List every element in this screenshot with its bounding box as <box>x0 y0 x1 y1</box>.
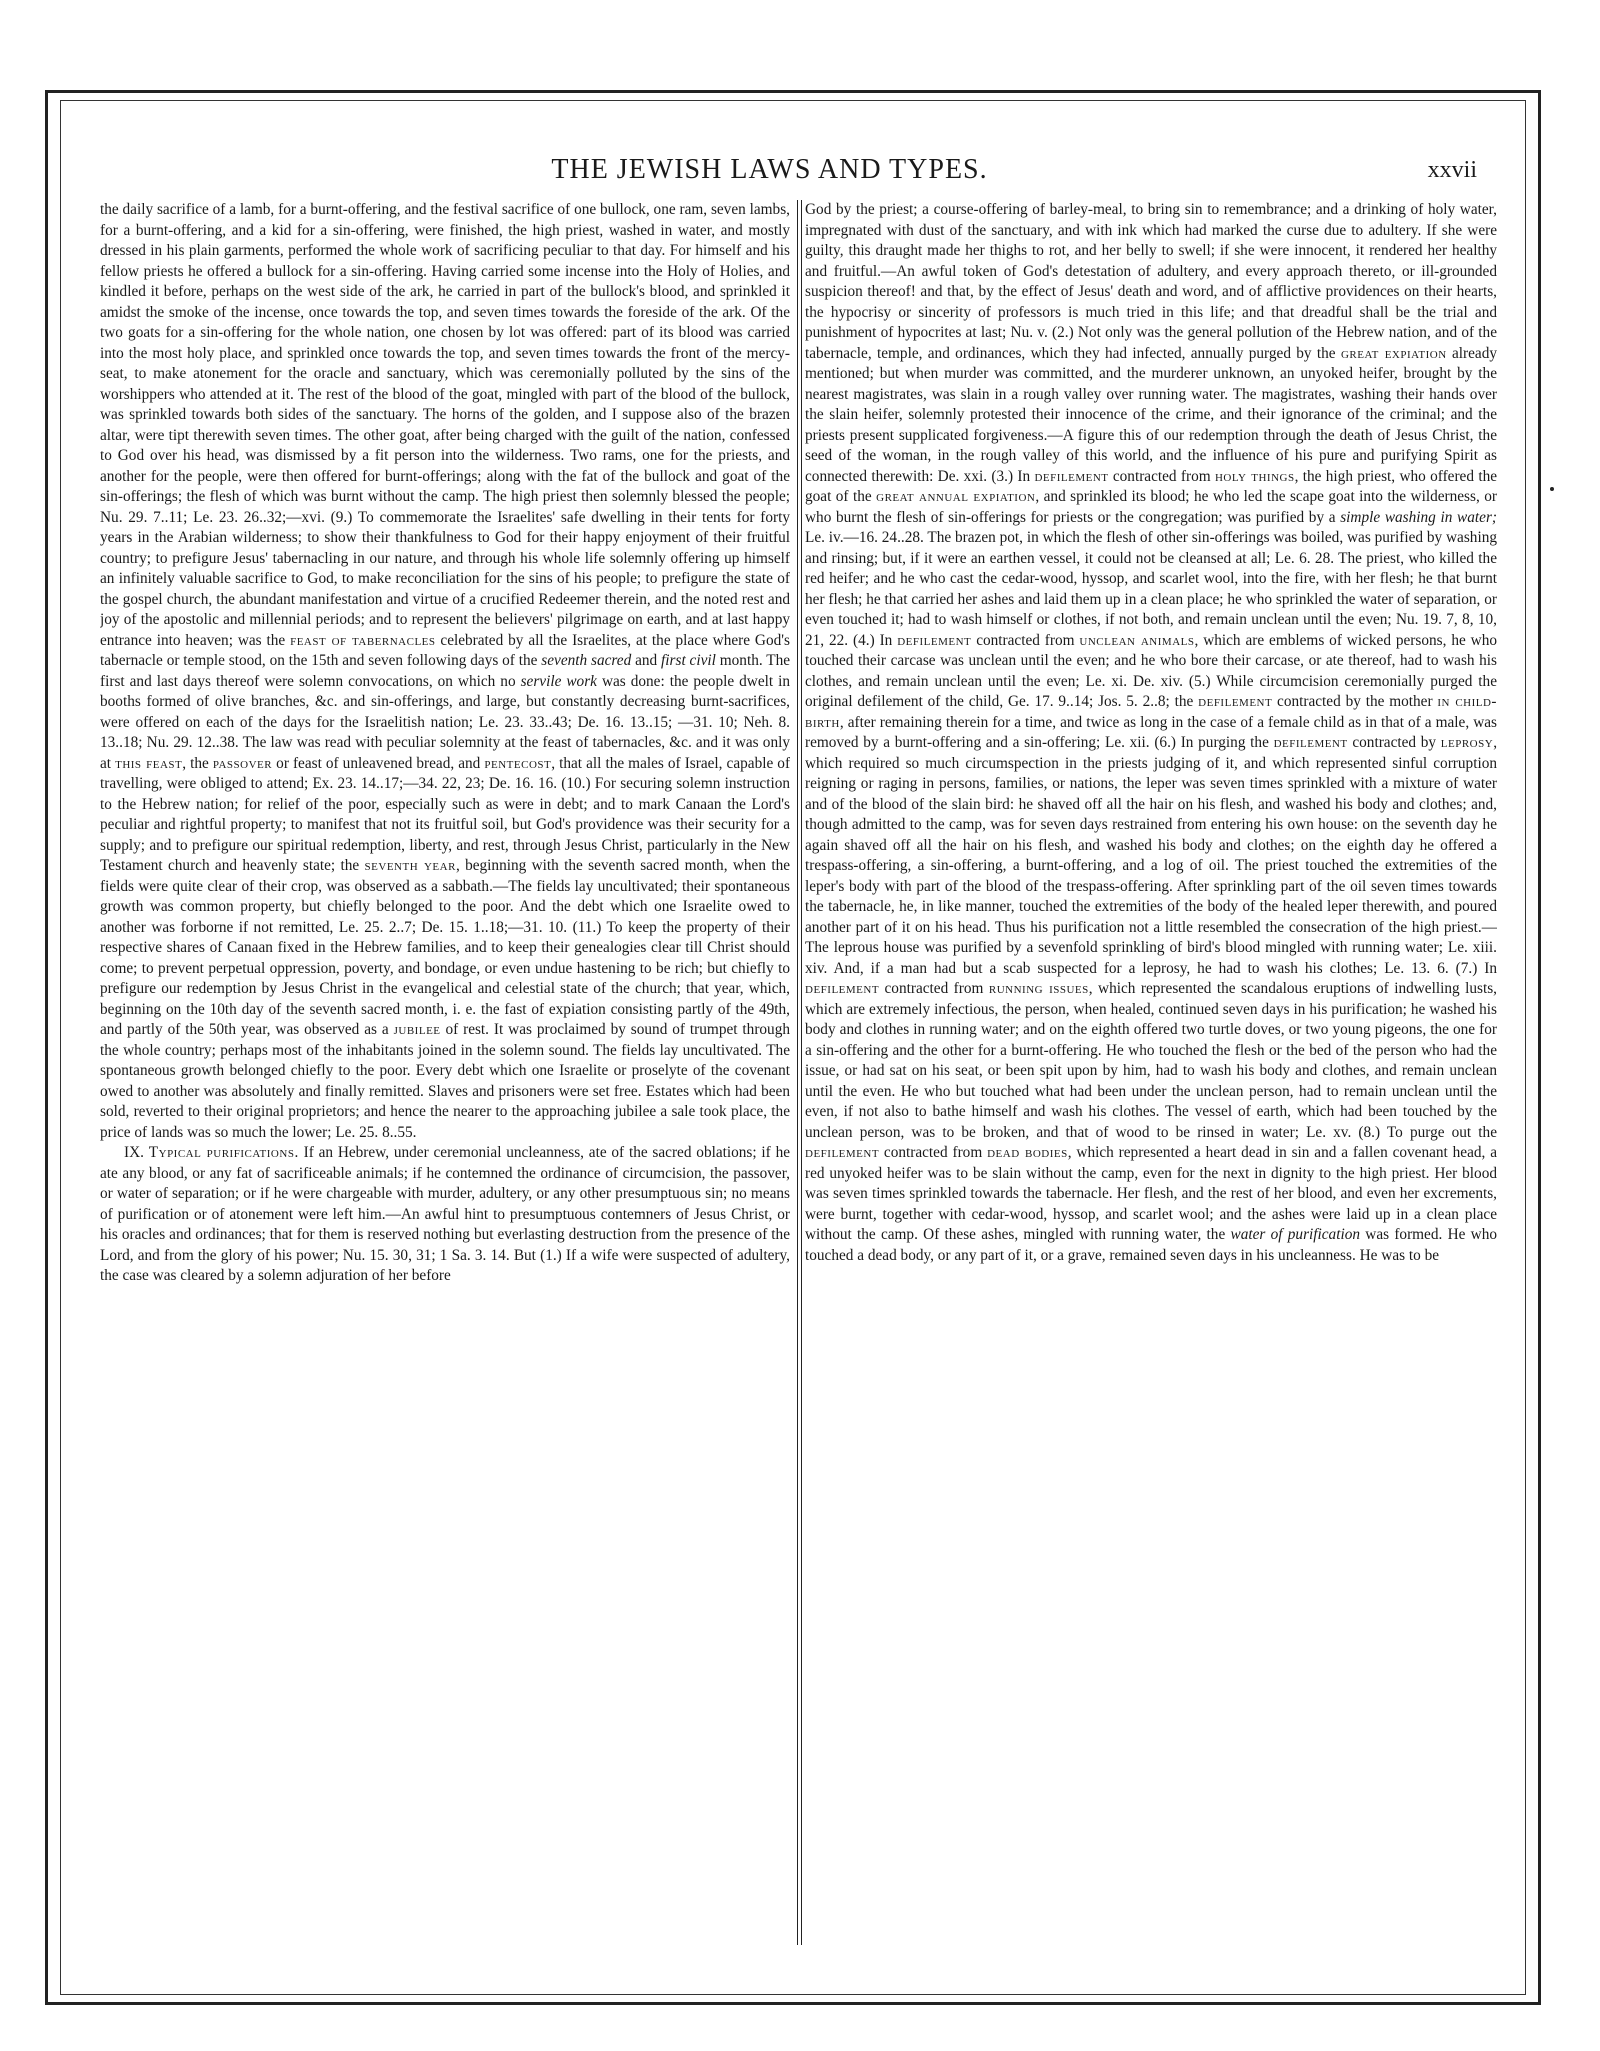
page-number: xxvii <box>1427 157 1477 183</box>
text-run: the daily sacrifice of a lamb, for a burnt-offering, and the festival sacrifice of one bullock, one ram, seven lambs, for a burnt-offering, and a kid for a sin-offering, were finished, the high priest, washed in water, and mostly dressed in his plain garments, performed the whole work of sacrificing peculiar to that day. For himself and his fellow priests he offered a bullock for a sin-offering. Having carried some incense into the Holy of Holies, and kindled it before, perhaps on the west side of the ark, he carried in part of the bullock's blood, and sprinkled it amidst the smoke of the incense, once towards the top, and seven times towards the foreside of the ark. Of the two goats for a sin-offering for the whole nation, one chosen by lot was offered: part of its blood was carried into the most holy place, and sprinkled once towards the top, and seven times towards the front of the mercy-seat, to make atonement for the oracle and sanctuary, which was ceremonially polluted by the sins of the worshippers who attended at it. The rest of the blood of the goat, mingled with part of the blood of the bullock, was sprinkled towards both sides of the sanctuary. The horns of the golden, and I suppose also of the brazen altar, were tipt therewith seven times. The other goat, after being charged with the guilt of the nation, confessed to God over his head, was dismissed by a fit person into the wilderness. Two rams, one for the priests, and another for the people, were then offered for burnt-offerings; along with the fat of the bullock and goat of the sin-offerings; the flesh of which was burnt without the camp. The high priest then solemnly blessed the people; Nu. 29. 7..11; Le. 23. 26..32;—xvi. (9.) To commemorate the Israelites' safe dwelling in their tents for forty years in the Arabian wilderness; to show their thankfulness to God for their happy enjoyment of their fruitful country; to prefigure Jesus' tabernacling in our nature, and through his whole life solemnly offering up himself an infinitely valuable sacrifice to God, to make reconciliation for the sins of his people; to prefigure the state of the gospel church, the abundant manifestation and virtue of a crucified Redeemer therein, and the noted rest and joy of the apostolic and millennial periods; and to represent the believers' pilgrimage on earth, and at last happy entrance into heaven; was the <box>100 201 790 649</box>
text-run: , the high priest, who offered the goat of the <box>805 467 1497 505</box>
text-run: If an Hebrew, under ceremonial uncleanness, ate of the sacred oblations; if he ate any blood, or any fat of sacrificeable animals; if he contemned the ordinance of circumcision, the passover, or water of separation; or if he were chargeable with murder, adultery, or any other presumptuous sin; no means of purification or of atonement were left him.—An awful hint to presumptuous contemners of Jesus Christ, or his oracles and ordinances; that for them is reserved nothing but everlasting destruction from the presence of the Lord, and from the glory of his power; Nu. 15. 30, 31; 1 Sa. 3. 14. But (1.) If a wife were suspected of adultery, the case was cleared by a solemn adjuration of her before <box>100 1144 790 1284</box>
italic-term: water of purification <box>1230 1226 1361 1243</box>
small-caps-term: defilement <box>805 1144 880 1161</box>
small-caps-term: great annual expiation <box>876 488 1036 505</box>
small-caps-term: defilement <box>1034 467 1109 485</box>
italic-term: seventh sacred <box>541 652 632 669</box>
small-caps-term: defilement <box>1198 693 1273 710</box>
right-column <box>805 200 1497 1940</box>
text-run: , the <box>182 754 209 772</box>
small-caps-term: this feast <box>115 754 183 772</box>
body-paragraph <box>805 200 1497 1266</box>
italic-term: first civil <box>661 652 716 669</box>
page-header <box>62 150 1477 190</box>
text-run: already mentioned; but when murder was committed, and the murderer unknown, an unyoked heifer, brought by the nearest magistrates, was slain in a rough valley over running water. The magistrates, washing their hands over the slain heifer, solemnly protested their innocence of the crime, and their ignorance of the criminal; and the priests present supplicated forgiveness.—A figure this of our redemption through the death of Jesus Christ, the seed of the woman, in the rough valley of this world, and the influence of his pure and purifying Spirit as connected therewith: De. xxi. (3.) In <box>805 344 1497 485</box>
text-run: , which represented a heart dead in sin and a fallen covenant head, a red unyoked heifer was to be slain without the camp, even for the next in dignity to the high priest. Her blood was seven times sprinkled towards the tabernacle. Her flesh, and the rest of her blood, and even her excrements, were burnt, together with cedar-wood, hyssop, and scarlet wool; and the ashes were laid up in a clean place without the camp. Of these ashes, mingled with running water, the <box>805 1144 1497 1243</box>
left-column <box>100 200 790 1940</box>
column-rule <box>797 200 798 1945</box>
text-run: and <box>635 652 658 669</box>
text-run: or feast of unleavened bread, and <box>276 754 481 772</box>
small-caps-term: jubilee <box>393 1021 441 1038</box>
section-heading: Typical purifications. <box>148 1144 299 1161</box>
small-caps-term: feast of tabernacles <box>290 631 436 649</box>
small-caps-term: defilement <box>1273 734 1348 751</box>
small-caps-term: passover <box>212 754 273 772</box>
small-caps-term: dead bodies <box>987 1144 1068 1161</box>
section-paragraph <box>100 1143 790 1287</box>
italic-term: servile work <box>520 672 597 690</box>
text-run: , beginning with the seventh sacred month, when the fields were quite clear of their crop, was observed as a sabbath.—The fields lay uncultivated; their spontaneous growth was common property, but chiefly belonged to the poor. And the debt which one Israelite owed to another was forborne if not remitted, Le. 25. 2..7; De. 15. 1..18;—31. 10. (11.) To keep the property of their respective shares of Canaan fixed in the Hebrew families, and to keep their genealogies clear till Christ should come; to prevent perpetual oppression, poverty, and bondage, or even undue hastening to be rich; but chiefly to prefigure our redemption by Jesus Christ in the evangelical and celestial state of the church; that year, which, beginning on the 10th day of the seventh sacred month, i. e. the fast of expiation consisting partly of the 49th, and partly of the 50th year, was observed as a <box>100 857 790 1038</box>
text-run: was formed. He who touched a dead body, or any part of it, or a grave, remained seven days in his uncleanness. He was to be <box>805 1226 1497 1264</box>
small-caps-term: unclean animals <box>1079 631 1195 649</box>
text-run: was done: the people dwelt in booths formed of olive branches, &c. and sin-offerings, and large, but constantly decreasing burnt-sacrifices, were offered on each of the days for the Israelitish nation; Le. 23. 33..43; De. 16. 13..15; —31. 10; Neh. 8. 13..18; Nu. 29. 12..38. The law was read with peculiar solemnity at the feast of tabernacles, &c. and it was only at <box>100 672 790 772</box>
text-run: of rest. It was proclaimed by sound of trumpet through the whole country; perhaps most of the inhabitants joined in the solemn sound. The fields lay uncultivated. The spontaneous growth belonged chiefly to the poor. Every debt which one Israelite or proselyte of the covenant owed to another was absolutely and finally remitted. Slaves and prisoners were set free. Estates which had been sold, reverted to their original proprietors; and hence the nearer to the approaching jubilee a sale took place, the price of lands was so much the lower; Le. 25. 8..55. <box>100 1021 790 1141</box>
text-run: contracted by the mother <box>1277 693 1433 710</box>
body-paragraph <box>100 200 790 1143</box>
text-run: , which are emblems of wicked persons, he who touched their carcase was unclean until the even; and he who bore their carcase, or ate thereof, had to wash his clothes, and remain unclean until the even; Le. xi. De. xiv. (5.) While circumcision ceremonially purged the original defilement of the child, Ge. 17. 9..14; Jos. 5. 2..8; the <box>805 631 1497 710</box>
text-run: , that all the males of Israel, capable of travelling, were obliged to attend; Ex. 23. 14..17;—34. 22, 23; De. 16. 16. (10.) For securing solemn instruction to the Hebrew nation; for relief of the poor, especially such as were in debt; and to mark Canaan the Lord's peculiar and rightful property; to manifest that not its fruitful soil, but God's providence was their security for a supply; and to prefigure our spiritual redemption, liberty, and rest, through Jesus Christ, particularly in the New Testament church and heavenly state; the <box>100 754 790 874</box>
text-run: month. The first and last days thereof were solemn convocations, on which no <box>100 652 790 690</box>
text-run: , after remaining therein for a time, and twice as long in the case of a female child as in that of a male, was removed by a burnt-offering and a sin-offering; Le. xii. (6.) In purging the <box>805 713 1497 751</box>
text-run: , which required so much circumspection in the priests judging of it, and which represented sinful corruption reigning or raging in persons, families, or nations, the leper was seven times sprinkled with a mixture of water and of the blood of the slain bird: he shaved off all the hair on his flesh, and washed his body and clothes; and, though admitted to the camp, was for seven days restrained from entering his own house: on the seventh day he again shaved off all the hair on his flesh, and washed his body and clothes; on the eighth day he offered a trespass-offering, a sin-offering, a burnt-offering, and a log of oil. The priest touched the extremities of the leper's body with part of the blood of the trespass-offering. After sprinkling part of the oil seven times towards the tabernacle, he, in like manner, touched the extremities of the body of the healed leper therewith, and poured another part of it on his head. Thus his purification not a little resembled the consecration of the high priest.—The leprous house was purified by a sevenfold sprinkling of bird's blood mingled with running water; Le. xiii. xiv. And, if a man had but a scab suspected for a leprosy, he had to wash his clothes; Le. 13. 6. (7.) In <box>805 734 1497 977</box>
text-run: Le. iv.—16. 24..28. The brazen pot, in which the flesh of other sin-offerings was boiled, was purified by washing and rinsing; but, if it were an earthen vessel, it could not be cleansed at all; Le. 6. 28. The priest, who killed the red heifer; and he who cast the cedar-wood, hyssop, and scarlet wool, into the fire, with her flesh; he that burnt her flesh; he that carried her ashes and laid them up in a clean place; he who sprinkled the water of separation, or even touched it; had to wash himself or clothes, if not both, and remain unclean until the even; Nu. 19. 7, 8, 10, 21, 22. (4.) In <box>805 529 1497 649</box>
small-caps-term: holy things <box>1214 467 1295 485</box>
text-run: contracted from <box>883 1144 983 1161</box>
text-run: , which represented the scandalous eruptions of indwelling lusts, which are extremely infectious, the person, when healed, continued seven days in his purification; he washed his body and clothes in running water; and on the eighth offered two turtle doves, or two young pigeons, the one for a sin-offering and the other for a burnt-offering. He who touched the flesh or the bed of the person who had the issue, or had sat on his seat, or been spit upon by him, had to wash his body and clothes, and remain unclean until the even. He who but touched what had been under the unclean person, had to remain unclean until the even, if not also to bathe himself and wash his clothes. The vessel of earth, which had been touched by the unclean person, was to be broken, and that of wood to be rinsed in water; Le. xv. (8.) To purge out the <box>805 980 1497 1141</box>
small-caps-term: leprosy <box>1440 734 1494 751</box>
text-run: celebrated by all the Israelites, at the place where God's tabernacle or temple stood, on the 15th and seven following days of the <box>100 631 790 669</box>
text-run: contracted from <box>884 980 984 997</box>
small-caps-term: in child-birth <box>805 693 1497 731</box>
text-run: contracted by <box>1352 734 1437 751</box>
ink-speck <box>1550 487 1554 491</box>
text-run: contracted from <box>1112 467 1211 485</box>
small-caps-term: great expiation <box>1340 344 1447 362</box>
text-run: contracted from <box>976 631 1075 649</box>
small-caps-term: pentecost <box>484 754 552 772</box>
small-caps-term: defilement <box>897 631 972 649</box>
small-caps-term: running issues <box>988 980 1089 997</box>
section-number: IX. <box>124 1144 144 1161</box>
italic-term: simple washing in water; <box>1340 508 1497 526</box>
text-run: , and sprinkled its blood; he who led the scape goat into the wilderness, or who burnt the flesh of sin-offerings for priests or the congregation; was purified by a <box>805 488 1497 526</box>
text-run: God by the priest; a course-offering of barley-meal, to bring sin to remembrance; and a drinking of holy water, impregnated with dust of the sanctuary, and with ink which had marked the curse due to adultery. If she were guilty, this draught made her thighs to rot, and her belly to swell; if she were innocent, it rendered her healthy and fruitful.—An awful token of God's detestation of adultery, and every approach thereto, or ill-grounded suspicion thereof! and that, by the effect of Jesus' death and word, and of afflictive providences on their hearts, the hypocrisy or sincerity of professors is much tried in this life; and that dreadful shall be the trial and punishment of hypocrites at last; Nu. v. (2.) Not only was the general pollution of the Hebrew nation, and of the tabernacle, temple, and ordinances, which they had infected, annually purged by the <box>805 201 1497 362</box>
column-rule <box>801 200 802 1945</box>
running-title: THE JEWISH LAWS AND TYPES. <box>551 154 988 185</box>
small-caps-term: defilement <box>805 980 880 997</box>
small-caps-term: seventh year <box>364 857 456 874</box>
